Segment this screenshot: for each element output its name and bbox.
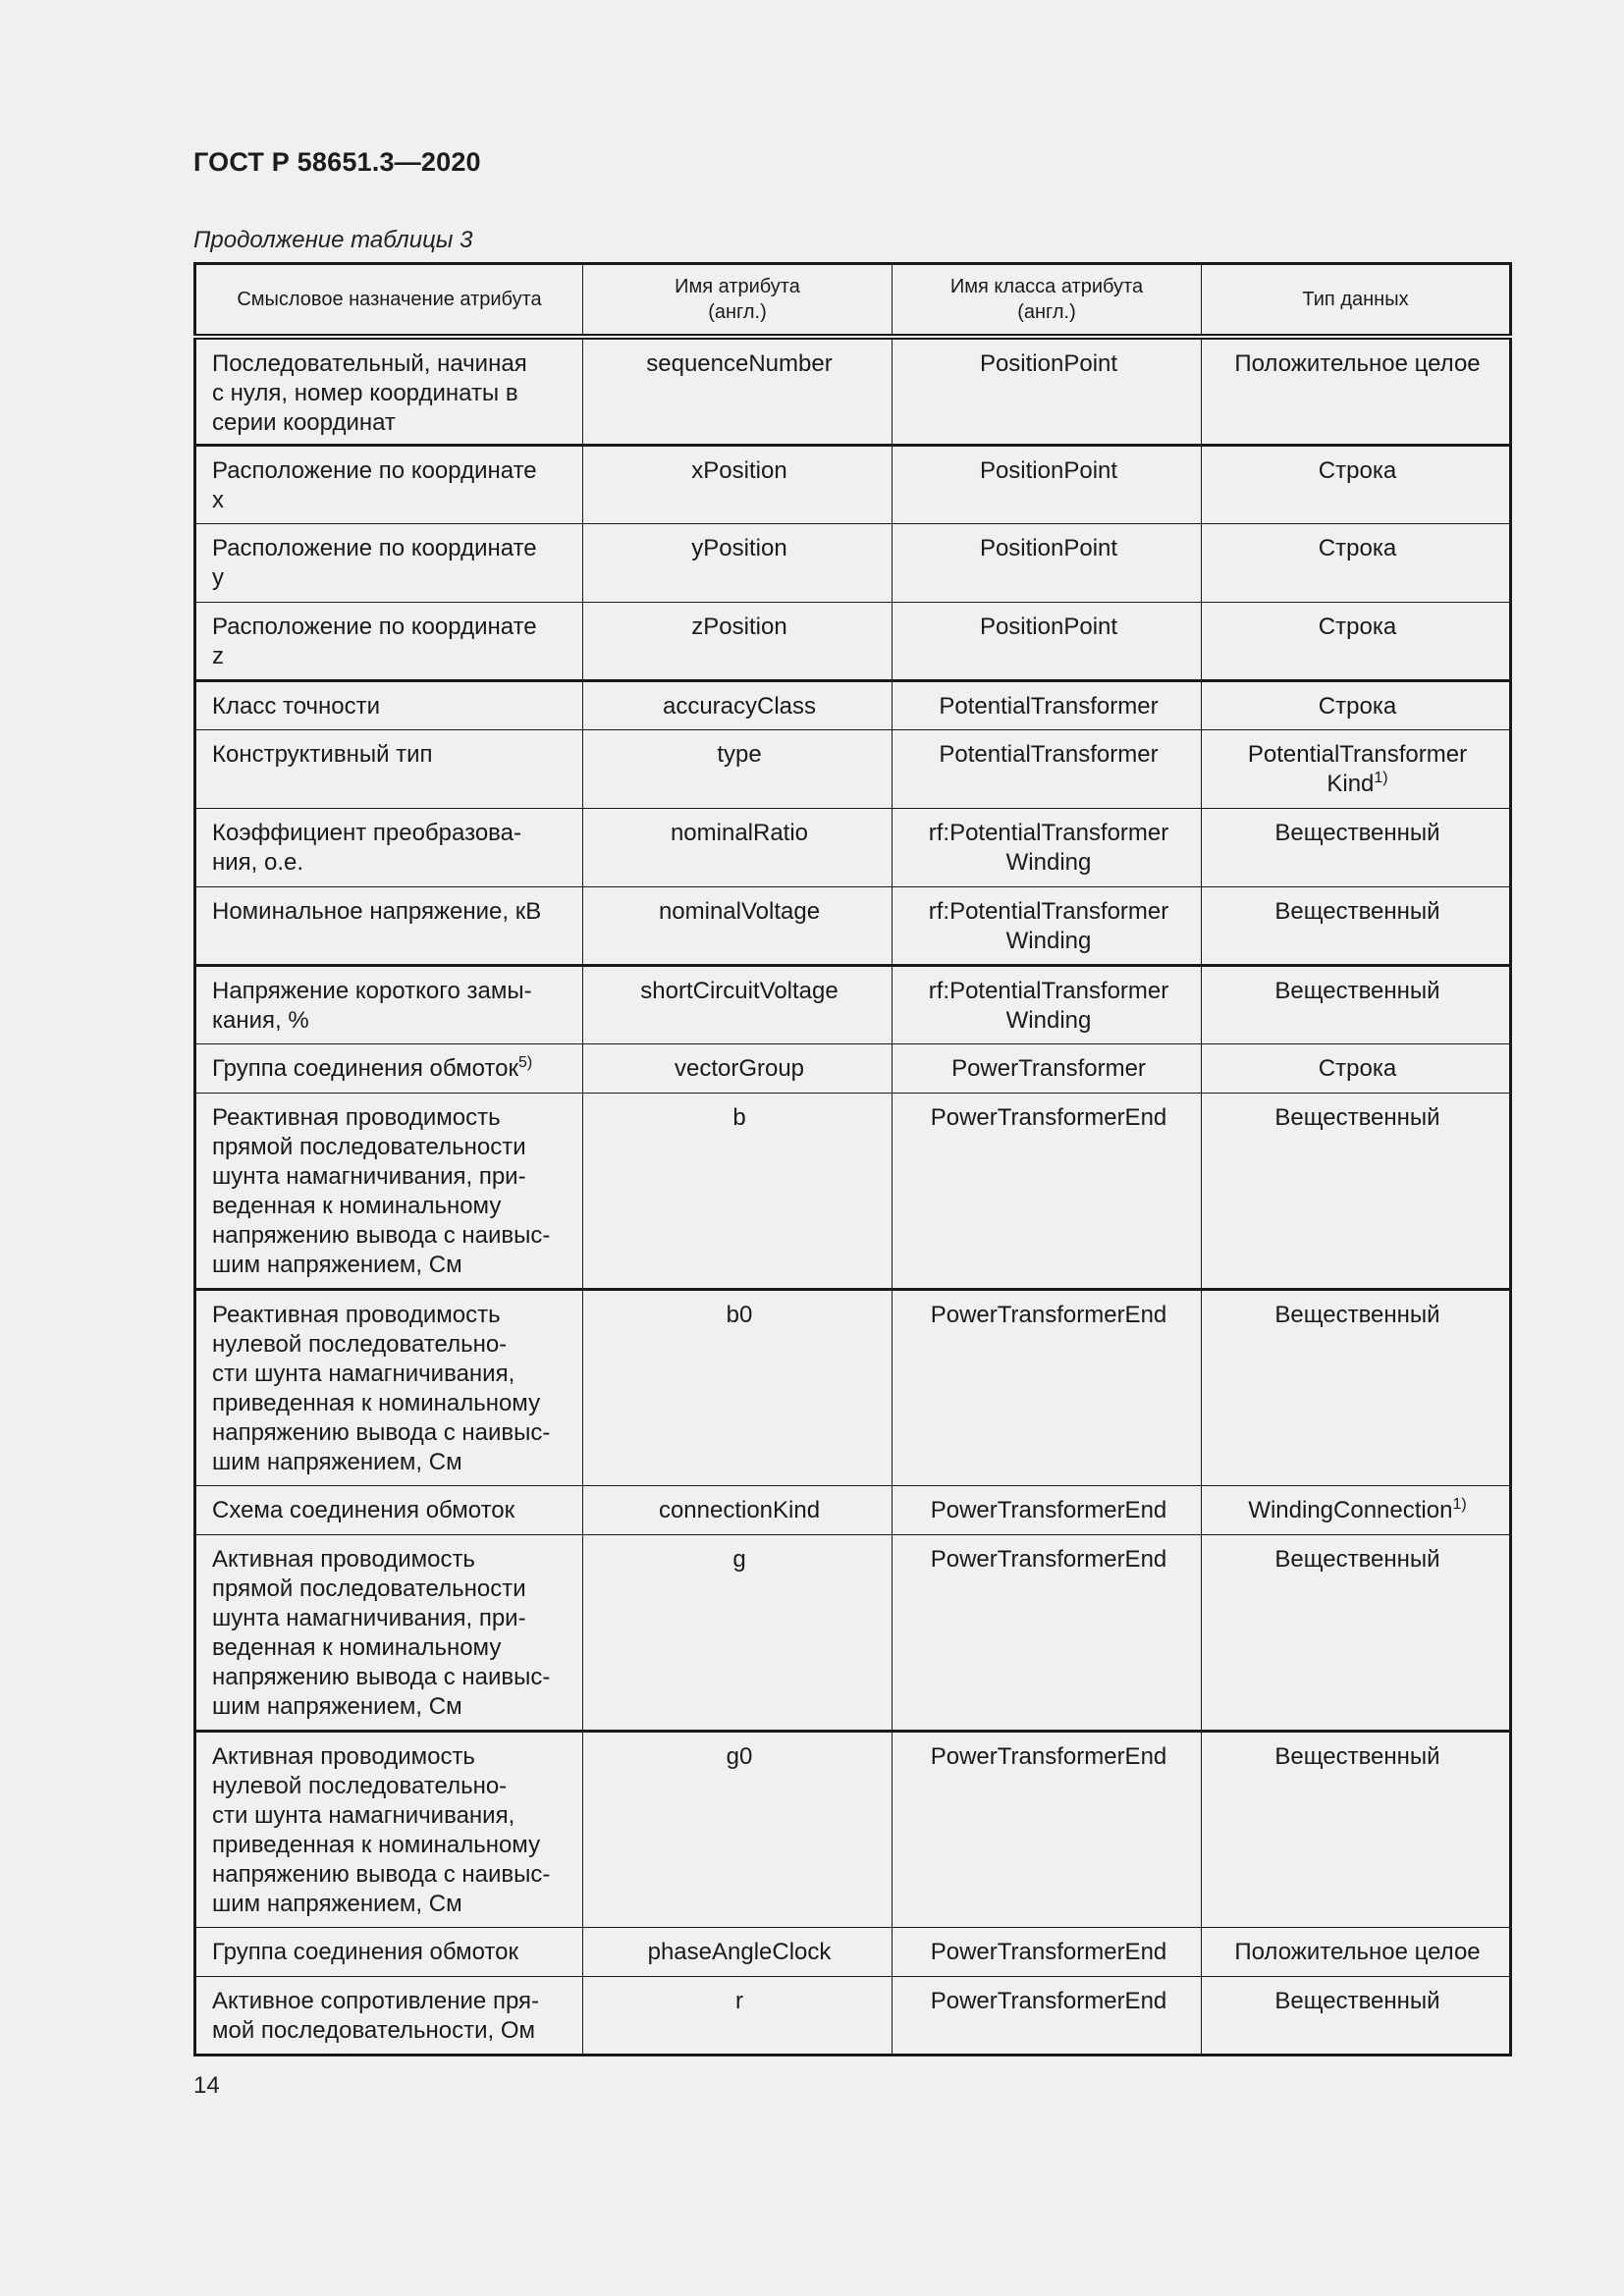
cell-attr-name bbox=[583, 1977, 893, 2056]
table-row bbox=[195, 966, 1511, 1044]
cell-attr-class bbox=[893, 730, 1202, 809]
cell-attr-class bbox=[893, 446, 1202, 524]
cell-data-type-text: Вещественный bbox=[1274, 1302, 1440, 1328]
cell-attr-class-text: PowerTransformerEnd bbox=[930, 1302, 1167, 1328]
cell-attr-name bbox=[583, 681, 893, 730]
cell-meaning bbox=[195, 1486, 583, 1535]
cell-attr-name bbox=[583, 446, 893, 524]
cell-meaning bbox=[195, 809, 583, 887]
cell-meaning-text: Последовательный, начиная с нуля, номер координаты в серии координат bbox=[212, 350, 527, 436]
cell-attr-class bbox=[893, 337, 1202, 446]
cell-attr-class bbox=[893, 1732, 1202, 1928]
table-row bbox=[195, 337, 1511, 446]
cell-data-type bbox=[1202, 1094, 1511, 1290]
cell-attr-name bbox=[583, 1486, 893, 1535]
cell-attr-class bbox=[893, 1486, 1202, 1535]
table-row bbox=[195, 887, 1511, 966]
cell-meaning bbox=[195, 966, 583, 1044]
cell-attr-class-text: PowerTransformerEnd bbox=[930, 1104, 1167, 1131]
cell-data-type-text: Строка bbox=[1318, 457, 1397, 484]
page-number: 14 bbox=[193, 2072, 220, 2099]
cell-data-type bbox=[1202, 446, 1511, 524]
header-data-type bbox=[1202, 264, 1511, 338]
cell-data-type-text: Положительное целое bbox=[1234, 350, 1481, 377]
document-header: ГОСТ Р 58651.3—2020 bbox=[193, 147, 481, 177]
footnote-ref: 1) bbox=[1452, 1496, 1467, 1513]
cell-data-type-text: Вещественный bbox=[1274, 978, 1440, 1004]
attribute-table bbox=[193, 262, 1512, 2056]
cell-meaning-text: Коэффициент преобразова- ния, о.е. bbox=[212, 820, 521, 876]
header-meaning-label: Смысловое назначение атрибута bbox=[237, 289, 542, 310]
cell-attr-class-text: PositionPoint bbox=[979, 614, 1118, 640]
cell-data-type bbox=[1202, 1290, 1511, 1486]
cell-attr-class bbox=[893, 1535, 1202, 1732]
cell-attr-name-text: accuracyClass bbox=[662, 693, 817, 720]
table-row bbox=[195, 1732, 1511, 1928]
cell-meaning-text: Активное сопротивление пря- мой последовательности, Ом bbox=[212, 1988, 540, 2044]
cell-data-type bbox=[1202, 809, 1511, 887]
cell-data-type bbox=[1202, 524, 1511, 603]
cell-data-type-text: Вещественный bbox=[1274, 1743, 1440, 1770]
cell-attr-name-text: type bbox=[717, 741, 762, 768]
table-row bbox=[195, 1486, 1511, 1535]
cell-meaning-text: Активная проводимость нулевой последовательно- сти шунта намагничивания, приведенная к номинальному напряжению вывода с наивыс- шим напряжением, См bbox=[212, 1743, 551, 1917]
cell-meaning bbox=[195, 1928, 583, 1977]
cell-attr-name bbox=[583, 887, 893, 966]
cell-attr-class-text: PositionPoint bbox=[979, 350, 1118, 377]
table-row bbox=[195, 1977, 1511, 2056]
table-row bbox=[195, 730, 1511, 809]
cell-attr-name bbox=[583, 1535, 893, 1732]
cell-meaning-text: Класс точности bbox=[212, 693, 381, 720]
table-row bbox=[195, 603, 1511, 681]
table-row bbox=[195, 681, 1511, 730]
cell-attr-name-text: xPosition bbox=[691, 457, 787, 484]
cell-attr-class bbox=[893, 1094, 1202, 1290]
cell-attr-class bbox=[893, 966, 1202, 1044]
header-attr-class bbox=[893, 264, 1202, 338]
cell-meaning-text: Схема соединения обмоток bbox=[212, 1497, 515, 1523]
cell-data-type-text: Вещественный bbox=[1274, 1546, 1440, 1573]
cell-meaning-text: Реактивная проводимость прямой последовательности шунта намагничивания, при- веденная к номинальному напряжению вывода с наивыс- шим напряжением, См bbox=[212, 1104, 551, 1278]
table-row bbox=[195, 1044, 1511, 1094]
cell-data-type-text: Вещественный bbox=[1274, 1104, 1440, 1131]
cell-meaning bbox=[195, 1977, 583, 2056]
cell-data-type bbox=[1202, 603, 1511, 681]
cell-attr-name-text: phaseAngleClock bbox=[647, 1939, 832, 1965]
cell-attr-name-text: g0 bbox=[726, 1743, 753, 1770]
cell-attr-name-text: nominalRatio bbox=[670, 820, 809, 846]
cell-attr-class bbox=[893, 524, 1202, 603]
cell-attr-name-text: b bbox=[732, 1104, 746, 1131]
cell-meaning bbox=[195, 1732, 583, 1928]
cell-data-type bbox=[1202, 730, 1511, 809]
cell-meaning-text: Реактивная проводимость нулевой последовательно- сти шунта намагничивания, приведенная к номинальному напряжению вывода с наивыс- шим напряжением, См bbox=[212, 1302, 551, 1475]
cell-attr-name-text: shortCircuitVoltage bbox=[640, 978, 839, 1004]
cell-attr-class-text: PowerTransformerEnd bbox=[930, 1988, 1167, 2014]
cell-attr-class-text: PotentialTransformer bbox=[939, 693, 1159, 720]
cell-meaning-text: Группа соединения обмоток bbox=[212, 1939, 518, 1965]
cell-data-type-text: Положительное целое bbox=[1234, 1939, 1481, 1965]
cell-data-type-text: Строка bbox=[1318, 1055, 1397, 1082]
cell-attr-class-text: PowerTransformerEnd bbox=[930, 1743, 1167, 1770]
footnote-ref: 1) bbox=[1374, 770, 1388, 786]
cell-meaning bbox=[195, 887, 583, 966]
cell-meaning bbox=[195, 446, 583, 524]
cell-attr-class bbox=[893, 1290, 1202, 1486]
cell-attr-class-text: PowerTransformerEnd bbox=[930, 1939, 1167, 1965]
cell-attr-class bbox=[893, 809, 1202, 887]
cell-attr-name bbox=[583, 603, 893, 681]
cell-attr-name-text: vectorGroup bbox=[674, 1055, 805, 1082]
header-meaning bbox=[195, 264, 583, 338]
cell-attr-class bbox=[893, 681, 1202, 730]
cell-attr-name-text: g bbox=[732, 1546, 746, 1573]
table-row bbox=[195, 1535, 1511, 1732]
cell-attr-class bbox=[893, 1928, 1202, 1977]
cell-data-type bbox=[1202, 1486, 1511, 1535]
cell-meaning-text: Группа соединения обмоток bbox=[212, 1055, 518, 1082]
cell-attr-class-text: PositionPoint bbox=[979, 535, 1118, 561]
cell-data-type-text: Вещественный bbox=[1274, 898, 1440, 925]
cell-meaning bbox=[195, 681, 583, 730]
cell-attr-class-text: PositionPoint bbox=[979, 457, 1118, 484]
cell-meaning bbox=[195, 1094, 583, 1290]
cell-data-type-text: Строка bbox=[1318, 693, 1397, 720]
cell-data-type bbox=[1202, 681, 1511, 730]
cell-attr-name bbox=[583, 809, 893, 887]
header-attr-name bbox=[583, 264, 893, 338]
cell-attr-name-text: sequenceNumber bbox=[646, 350, 833, 377]
cell-data-type bbox=[1202, 1535, 1511, 1732]
cell-data-type-text: Строка bbox=[1318, 614, 1397, 640]
cell-meaning bbox=[195, 524, 583, 603]
cell-attr-name-text: nominalVoltage bbox=[658, 898, 821, 925]
cell-attr-name-text: r bbox=[735, 1988, 743, 2014]
cell-attr-name bbox=[583, 730, 893, 809]
cell-meaning bbox=[195, 1044, 583, 1094]
cell-attr-name bbox=[583, 1094, 893, 1290]
cell-attr-class bbox=[893, 603, 1202, 681]
cell-data-type bbox=[1202, 887, 1511, 966]
cell-data-type-text: Вещественный bbox=[1274, 820, 1440, 846]
cell-data-type bbox=[1202, 1732, 1511, 1928]
cell-meaning bbox=[195, 1290, 583, 1486]
cell-data-type bbox=[1202, 1928, 1511, 1977]
cell-meaning bbox=[195, 603, 583, 681]
cell-meaning-text: Номинальное напряжение, кВ bbox=[212, 898, 542, 925]
table-caption: Продолжение таблицы 3 bbox=[193, 227, 473, 253]
cell-attr-class bbox=[893, 887, 1202, 966]
cell-attr-class bbox=[893, 1044, 1202, 1094]
cell-meaning-text: Расположение по координате y bbox=[212, 535, 537, 591]
cell-attr-name bbox=[583, 1928, 893, 1977]
cell-attr-name bbox=[583, 337, 893, 446]
cell-attr-name bbox=[583, 1290, 893, 1486]
cell-attr-class-text: PowerTransformerEnd bbox=[930, 1497, 1167, 1523]
table-row bbox=[195, 809, 1511, 887]
cell-attr-class bbox=[893, 1977, 1202, 2056]
footnote-ref: 5) bbox=[517, 1054, 533, 1071]
cell-data-type-text: WindingConnection bbox=[1248, 1497, 1453, 1523]
table-row bbox=[195, 1094, 1511, 1290]
cell-attr-name bbox=[583, 1732, 893, 1928]
cell-attr-class-text: rf:PotentialTransformer Winding bbox=[928, 820, 1169, 876]
table-row bbox=[195, 524, 1511, 603]
cell-attr-class-text: PowerTransformer bbox=[951, 1055, 1146, 1082]
cell-data-type bbox=[1202, 1977, 1511, 2056]
cell-data-type bbox=[1202, 966, 1511, 1044]
cell-attr-name bbox=[583, 1044, 893, 1094]
cell-data-type bbox=[1202, 337, 1511, 446]
table-row bbox=[195, 446, 1511, 524]
cell-data-type-text: PotentialTransformer Kind bbox=[1247, 741, 1468, 797]
cell-data-type-text: Вещественный bbox=[1274, 1988, 1440, 2014]
cell-data-type bbox=[1202, 1044, 1511, 1094]
cell-meaning bbox=[195, 1535, 583, 1732]
cell-attr-class-text: PotentialTransformer bbox=[939, 741, 1159, 768]
header-data-type-label: Тип данных bbox=[1302, 289, 1409, 310]
cell-meaning-text: Конструктивный тип bbox=[212, 741, 433, 768]
table-row bbox=[195, 1290, 1511, 1486]
table-row bbox=[195, 1928, 1511, 1977]
cell-attr-class-text: PowerTransformerEnd bbox=[930, 1546, 1167, 1573]
cell-attr-class-text: rf:PotentialTransformer Winding bbox=[928, 978, 1169, 1034]
cell-meaning-text: Напряжение короткого замы- кания, % bbox=[212, 978, 532, 1034]
cell-attr-name bbox=[583, 966, 893, 1044]
cell-attr-class-text: rf:PotentialTransformer Winding bbox=[928, 898, 1169, 954]
cell-meaning bbox=[195, 730, 583, 809]
cell-attr-name-text: yPosition bbox=[691, 535, 787, 561]
cell-attr-name-text: zPosition bbox=[691, 614, 787, 640]
cell-meaning-text: Расположение по координате x bbox=[212, 457, 537, 513]
cell-data-type-text: Строка bbox=[1318, 535, 1397, 561]
cell-meaning-text: Активная проводимость прямой последовательности шунта намагничивания, при- веденная к номинальному напряжению вывода с наивыс- шим напряжением, См bbox=[212, 1546, 551, 1720]
header-attr-class-label: Имя класса атрибута (англ.) bbox=[949, 276, 1144, 323]
header-attr-name-label: Имя атрибута (англ.) bbox=[675, 276, 800, 323]
cell-attr-name-text: b0 bbox=[726, 1302, 753, 1328]
table-header-row bbox=[195, 264, 1511, 338]
cell-meaning-text: Расположение по координате z bbox=[212, 614, 537, 669]
cell-meaning bbox=[195, 337, 583, 446]
cell-attr-name-text: connectionKind bbox=[658, 1497, 821, 1523]
cell-attr-name bbox=[583, 524, 893, 603]
